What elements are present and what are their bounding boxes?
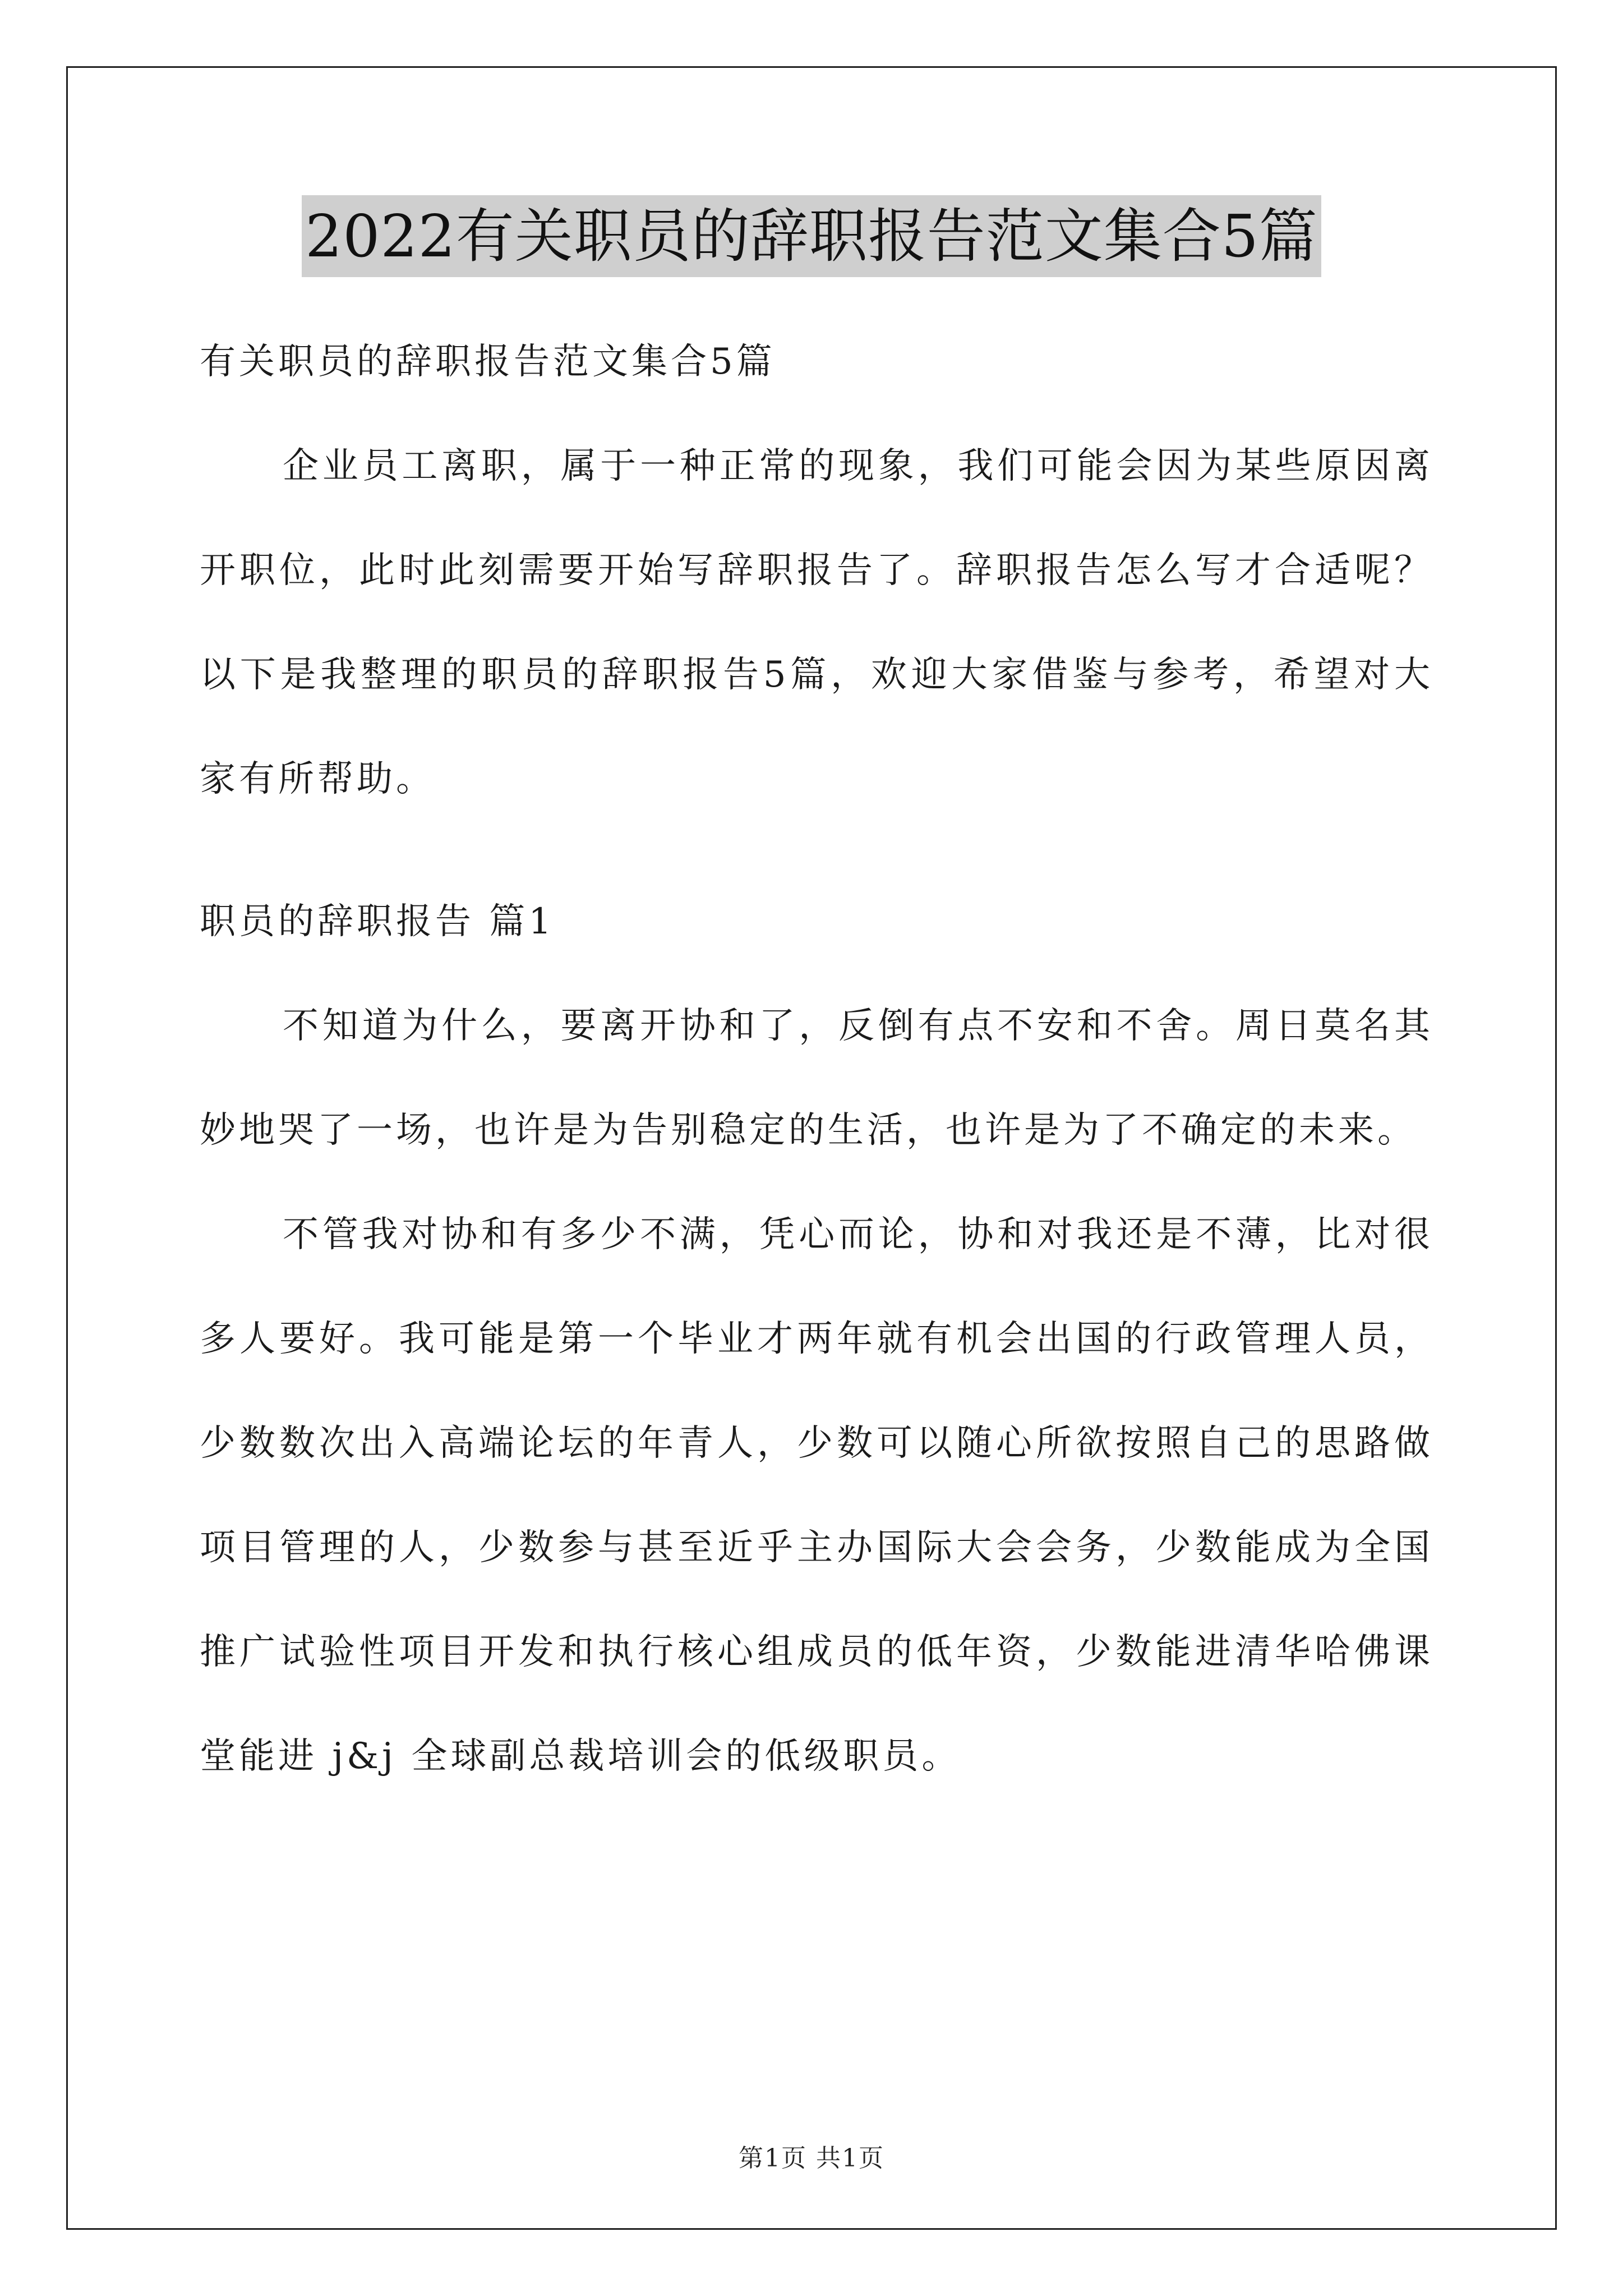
page-footer: 第1页 共1页 [739,2144,884,2173]
document-body [200,310,1433,1809]
document-title: 2022有关职员的辞职报告范文集合5篇 [302,195,1321,277]
body-paragraph-1: 不知道为什么，要离开协和了，反倒有点不安和不舍。周日莫名其妙地哭了一场，也许是为告别稳定的生活，也许是为了不确定的未来。 [200,1005,1433,1151]
body-paragraph-2: 不管我对协和有多少不满，凭心而论，协和对我还是不薄，比对很多人要好。我可能是第一个毕业才两年就有机会出国的行政管理人员，少数数次出入高端论坛的年青人，少数可以随心所欲按照自己的思路做项目管理的人，少数参与甚至近乎主办国际大会会务，少数能成为全国推广试验性项目开发和执行核心组成员的低年资，少数能进清华哈佛课堂能进 j&j 全球副总裁培训会的低级职员。 [200,1214,1433,1777]
document-subtitle: 有关职员的辞职报告范文集合5篇 [200,341,776,383]
title-container [0,195,1623,277]
section-heading: 职员的辞职报告 篇1 [200,901,555,942]
intro-paragraph: 企业员工离职，属于一种正常的现象，我们可能会因为某些原因离开职位，此时此刻需要开始写辞职报告了。辞职报告怎么写才合适呢？以下是我整理的职员的辞职报告5篇，欢迎大家借鉴与参考，希望对大家有所帮助。 [200,445,1433,800]
